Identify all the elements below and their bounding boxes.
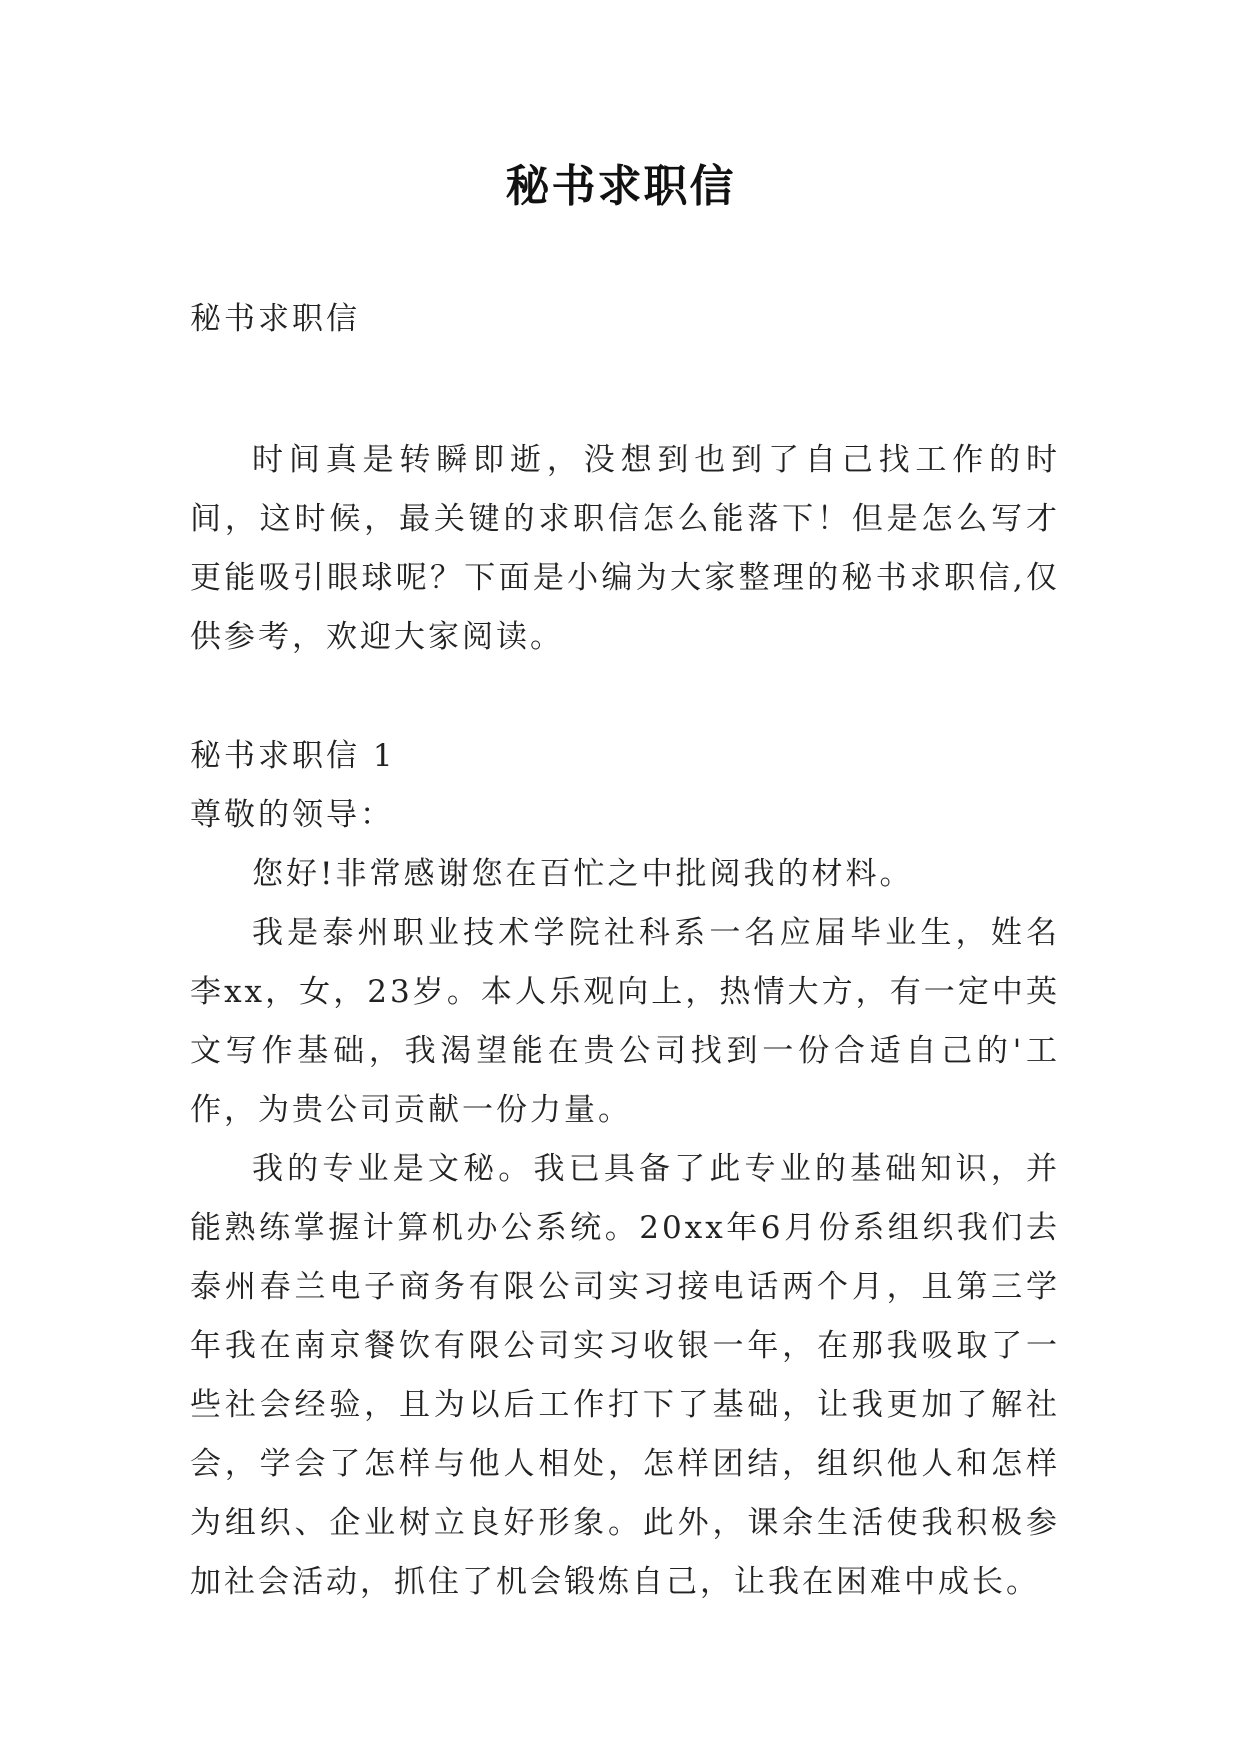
body-paragraph-2: 我是泰州职业技术学院社科系一名应届毕业生，姓名李xx，女，23岁。本人乐观向上，热情大方，有一定中英文写作基础，我渴望能在贵公司找到一份合适自己的'工作，为贵公司贡献一份力量。 bbox=[190, 915, 1060, 1128]
section-heading: 秘书求职信 1 bbox=[190, 738, 396, 774]
spacer bbox=[190, 349, 1060, 431]
body-paragraph-1: 您好!非常感谢您在百忙之中批阅我的材料。 bbox=[252, 856, 914, 892]
document-body bbox=[190, 290, 1060, 1612]
intro-paragraph: 时间真是转瞬即逝，没想到也到了自己找工作的时间，这时候，最关键的求职信怎么能落下！但是怎么写才更能吸引眼球呢？下面是小编为大家整理的秘书求职信,仅供参考，欢迎大家阅读。 bbox=[190, 442, 1060, 655]
spacer bbox=[190, 667, 1060, 727]
document-title: 秘书求职信 bbox=[505, 161, 736, 212]
body-paragraph-3: 我的专业是文秘。我已具备了此专业的基础知识，并能熟练掌握计算机办公系统。20xx年6月份系组织我们去泰州春兰电子商务有限公司实习接电话两个月，且第三学年我在南京餐饮有限公司实习收银一年，在那我吸取了一些社会经验，且为以后工作打下了基础，让我更加了解社会，学会了怎样与他人相处，怎样团结，组织他人和怎样为组织、企业树立良好形象。此外，课余生活使我积极参加社会活动，抓住了机会锻炼自己，让我在困难中成长。 bbox=[190, 1151, 1060, 1600]
subtitle-line: 秘书求职信 bbox=[190, 301, 360, 337]
salutation: 尊敬的领导： bbox=[190, 797, 394, 833]
